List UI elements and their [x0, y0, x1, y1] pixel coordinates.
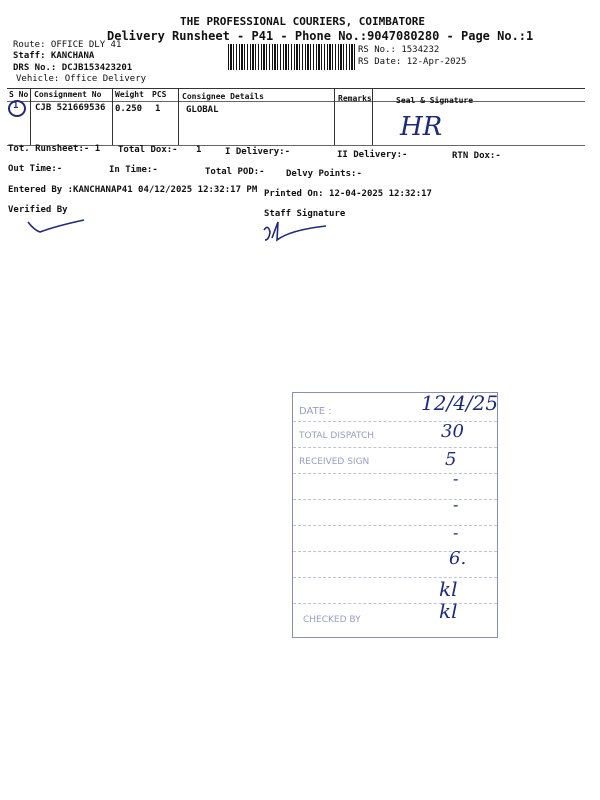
stamp-row7-value: kl [439, 577, 458, 601]
printed-on: Printed On: 12-04-2025 12:32:17 [264, 189, 432, 199]
stamp-row8-label: CHECKED BY [303, 615, 361, 625]
i-delivery: I Delivery:- [225, 147, 291, 157]
col-consignment: Consignment No [34, 90, 102, 99]
rs-number: RS No.: 1534232 [358, 45, 440, 55]
col-sno: S No [9, 90, 29, 99]
stamp-row2-value: 5 [445, 449, 457, 470]
stamp-row1-label: TOTAL DISPATCH [299, 431, 375, 441]
stamp-row3-value: - [453, 469, 459, 488]
rtn-dox: RTN Dox:- [452, 151, 501, 161]
row-signature: HR [400, 112, 443, 142]
out-time: Out Time:- [8, 164, 63, 174]
total-dox-value: 1 [196, 145, 202, 155]
stamp-row8-value: kl [439, 599, 458, 623]
col-weight: Weight [115, 90, 144, 99]
row-pcs: 1 [155, 104, 161, 114]
col-consignee: Consignee Details [182, 92, 264, 101]
col-seal-signature: Seal & Signature [396, 96, 474, 105]
stamp-date-value: 12/4/25 [421, 391, 499, 415]
tot-runsheet: Tot. Runsheet:- 1 [8, 144, 101, 154]
verified-signature-mark [26, 214, 86, 236]
runsheet-title: Delivery Runsheet - P41 - Phone No.:9047080280 - Page No.:1 [107, 29, 534, 43]
delvy-points: Delvy Points:- [286, 169, 362, 179]
stamp-row4-value: - [453, 495, 459, 514]
ii-delivery: II Delivery:- [337, 150, 408, 160]
stamp-row1-value: 30 [441, 421, 464, 442]
col-pcs: PCS [152, 90, 167, 99]
row-sno: 1 [13, 101, 19, 111]
row-consignment: CJB 521669536 [35, 103, 106, 113]
route-field: Route: OFFICE DLY 41 [13, 40, 122, 50]
stamp-row6-value: 6. [449, 548, 467, 569]
stamp-row2-label: RECEIVED SIGN [299, 457, 370, 467]
drs-number: DRS No.: DCJB153423201 [13, 63, 133, 73]
stamp-row5-value: - [453, 523, 459, 542]
entered-by: Entered By :KANCHANAP41 04/12/2025 12:32:17 PM [8, 185, 258, 195]
stamp-date-label: DATE : [299, 406, 332, 417]
col-remarks: Remarks [338, 94, 372, 103]
in-time: In Time:- [109, 165, 158, 175]
staff-signature-mark [260, 218, 332, 246]
row-consignee: GLOBAL [186, 105, 219, 115]
vehicle-field: Vehicle: Office Delivery [16, 74, 147, 84]
staff-signature: Staff Signature [264, 209, 346, 219]
delivery-stamp [292, 392, 498, 638]
row-weight: 0.250 [115, 104, 143, 114]
rs-date: RS Date: 12-Apr-2025 [358, 57, 467, 67]
staff-field: Staff: KANCHANA [13, 51, 95, 61]
company-name: THE PROFESSIONAL COURIERS, COIMBATORE [180, 15, 426, 28]
total-pod: Total POD:- [205, 167, 265, 177]
barcode [228, 44, 356, 70]
total-dox-label: Total Dox:- [118, 145, 178, 155]
verified-by: Verified By [8, 205, 68, 215]
